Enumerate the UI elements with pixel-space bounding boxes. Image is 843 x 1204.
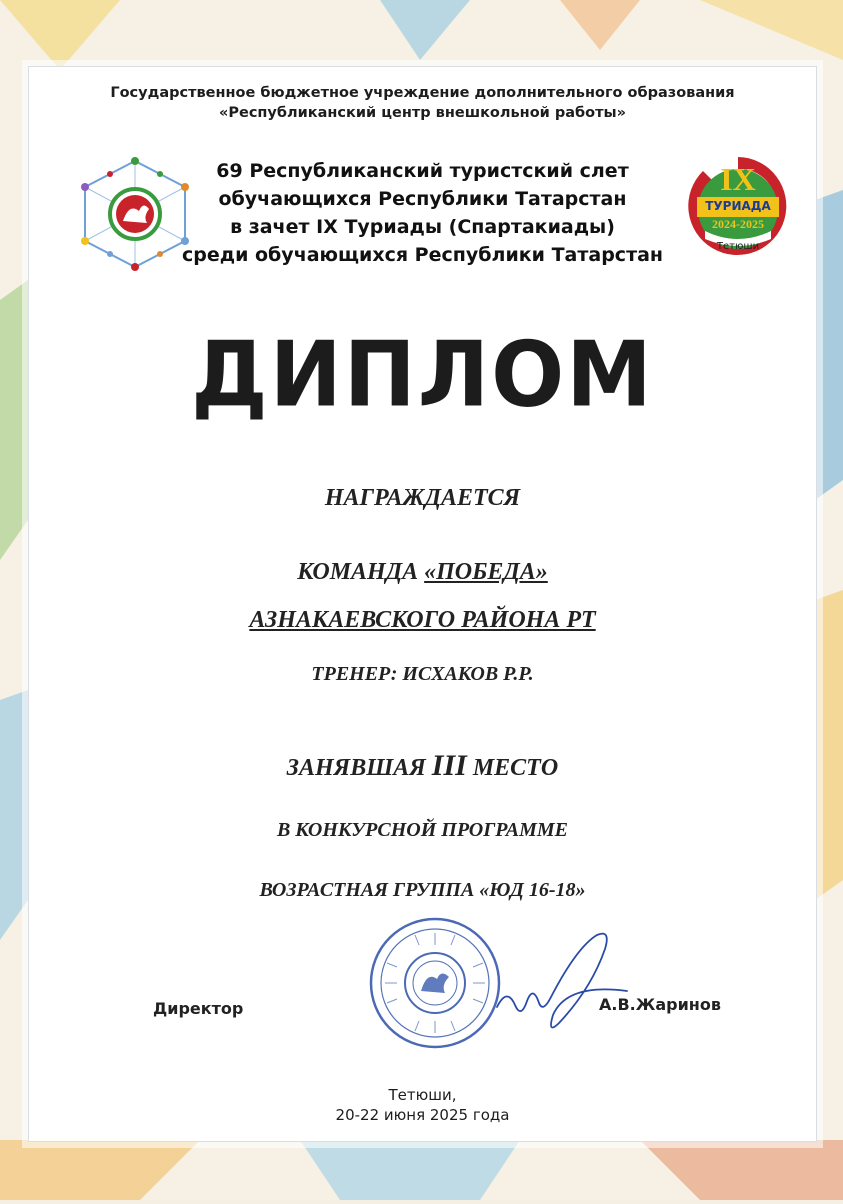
team-name: «ПОБЕДА»: [424, 559, 548, 585]
signature-name: А.В.Жаринов: [599, 995, 721, 1014]
place-rank: III: [431, 749, 467, 782]
district-line: [29, 607, 816, 634]
organization-line-1: Государственное бюджетное учреждение дополнительного образования: [110, 85, 735, 101]
signature-scribble: [487, 927, 637, 1037]
awarded-label: НАГРАЖДАЕТСЯ: [324, 485, 521, 511]
age-group-line: ВОЗРАСТНАЯ ГРУППА «ЮД 16-18»: [259, 879, 586, 901]
badge-place: Тетюши: [716, 241, 760, 252]
signature-role: Директор: [153, 999, 244, 1018]
badge-name: ТУРИАДА: [705, 199, 771, 213]
event-line-4: среди обучающихся Республики Татарстан: [181, 244, 664, 266]
turiada-badge: [683, 151, 793, 261]
coach-line: ТРЕНЕР: ИСХАКОВ Р.Р.: [311, 663, 534, 685]
team-line: [29, 559, 816, 586]
official-stamp: [365, 913, 505, 1053]
badge-numeral: IX: [720, 161, 756, 197]
footer-city: Тетюши,: [388, 1086, 457, 1104]
team-prefix: КОМАНДА: [297, 559, 425, 585]
organization-header: [29, 83, 816, 123]
diploma-sheet: [28, 66, 817, 1142]
director-signature: [487, 927, 637, 1037]
footer: [29, 1085, 816, 1125]
stamp-seal-icon: [365, 913, 505, 1053]
footer-date: 20-22 июня 2025 года: [335, 1106, 510, 1124]
place-suffix: МЕСТО: [466, 755, 559, 781]
program-line: В КОНКУРСНОЙ ПРОГРАММЕ: [276, 819, 569, 841]
place-prefix: ЗАНЯВШАЯ: [286, 755, 432, 781]
organization-line-2: «Республиканский центр внешкольной работы»: [218, 105, 627, 121]
event-line-3: в зачет IX Туриады (Спартакиады): [230, 216, 615, 238]
event-line-2: обучающихся Республики Татарстан: [218, 188, 627, 210]
badge-years: 2024-2025: [712, 217, 764, 231]
district-name: АЗНАКАЕВСКОГО РАЙОНА РТ: [249, 607, 596, 633]
event-line-1: 69 Республиканский туристский слет: [216, 160, 629, 182]
place-line: [29, 749, 816, 783]
diploma-title: ДИПЛОМ: [191, 322, 654, 428]
